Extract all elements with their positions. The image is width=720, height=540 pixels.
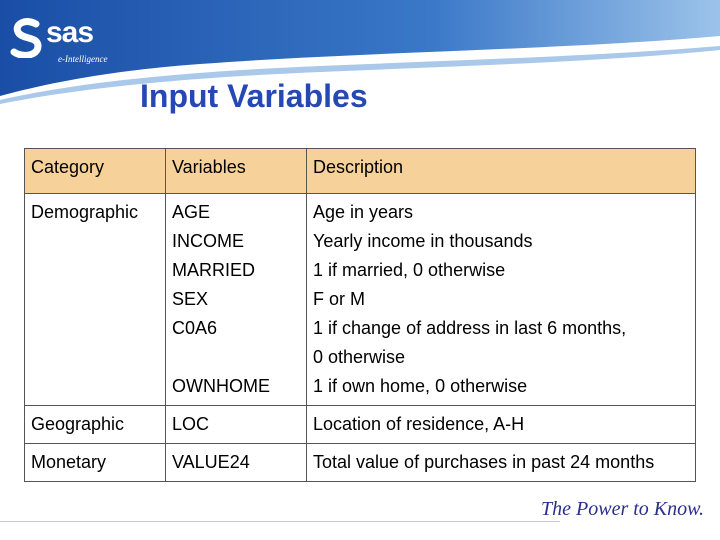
page-title: Input Variables — [140, 78, 368, 114]
variable-name: INCOME — [172, 231, 244, 251]
description-cell — [307, 194, 696, 406]
variable-description: 1 if own home, 0 otherwise — [313, 376, 528, 396]
variable-name: SEX — [172, 289, 209, 309]
category-label: Geographic — [31, 414, 125, 434]
category-cell — [25, 406, 166, 444]
variable-name: C0A6 — [172, 318, 218, 338]
variable-description: Total value of purchases in past 24 months — [313, 452, 655, 472]
variable-description: 1 if married, 0 otherwise — [313, 260, 506, 280]
footer-divider — [0, 521, 560, 522]
category-label: Demographic — [31, 202, 139, 222]
sas-logo-mark — [10, 18, 44, 58]
category-cell — [25, 444, 166, 482]
header-category: Category — [25, 149, 166, 194]
variable-description: 0 otherwise — [313, 347, 406, 367]
variable-description: Yearly income in thousands — [313, 231, 533, 251]
header-variables: Variables — [166, 149, 307, 194]
variable-description: 1 if change of address in last 6 months, — [313, 318, 627, 338]
table-row — [25, 194, 696, 406]
variable-name: AGE — [172, 202, 211, 222]
description-cell — [307, 444, 696, 482]
category-label: Monetary — [31, 452, 107, 472]
variable-description: F or M — [313, 289, 365, 309]
variables-cell — [166, 406, 307, 444]
variable-description: Age in years — [313, 202, 414, 222]
table-row — [25, 444, 696, 482]
variables-table — [24, 148, 696, 482]
variable-spacer — [172, 343, 300, 372]
description-cell — [307, 406, 696, 444]
variable-name: OWNHOME — [172, 376, 270, 396]
table-row — [25, 406, 696, 444]
header-description: Description — [307, 149, 696, 194]
variables-cell — [166, 194, 307, 406]
variable-name: MARRIED — [172, 260, 256, 280]
brand-tagline: The Power to Know. — [541, 498, 704, 520]
category-cell — [25, 194, 166, 406]
logo-wordmark: sas — [46, 16, 94, 49]
variable-name: LOC — [172, 414, 210, 434]
logo-subtext: e-Intelligence — [58, 54, 108, 64]
variables-cell — [166, 444, 307, 482]
sas-logo — [10, 14, 120, 74]
variable-name: VALUE24 — [172, 452, 250, 472]
variable-description: Location of residence, A-H — [313, 414, 525, 434]
table-header-row — [25, 149, 696, 194]
